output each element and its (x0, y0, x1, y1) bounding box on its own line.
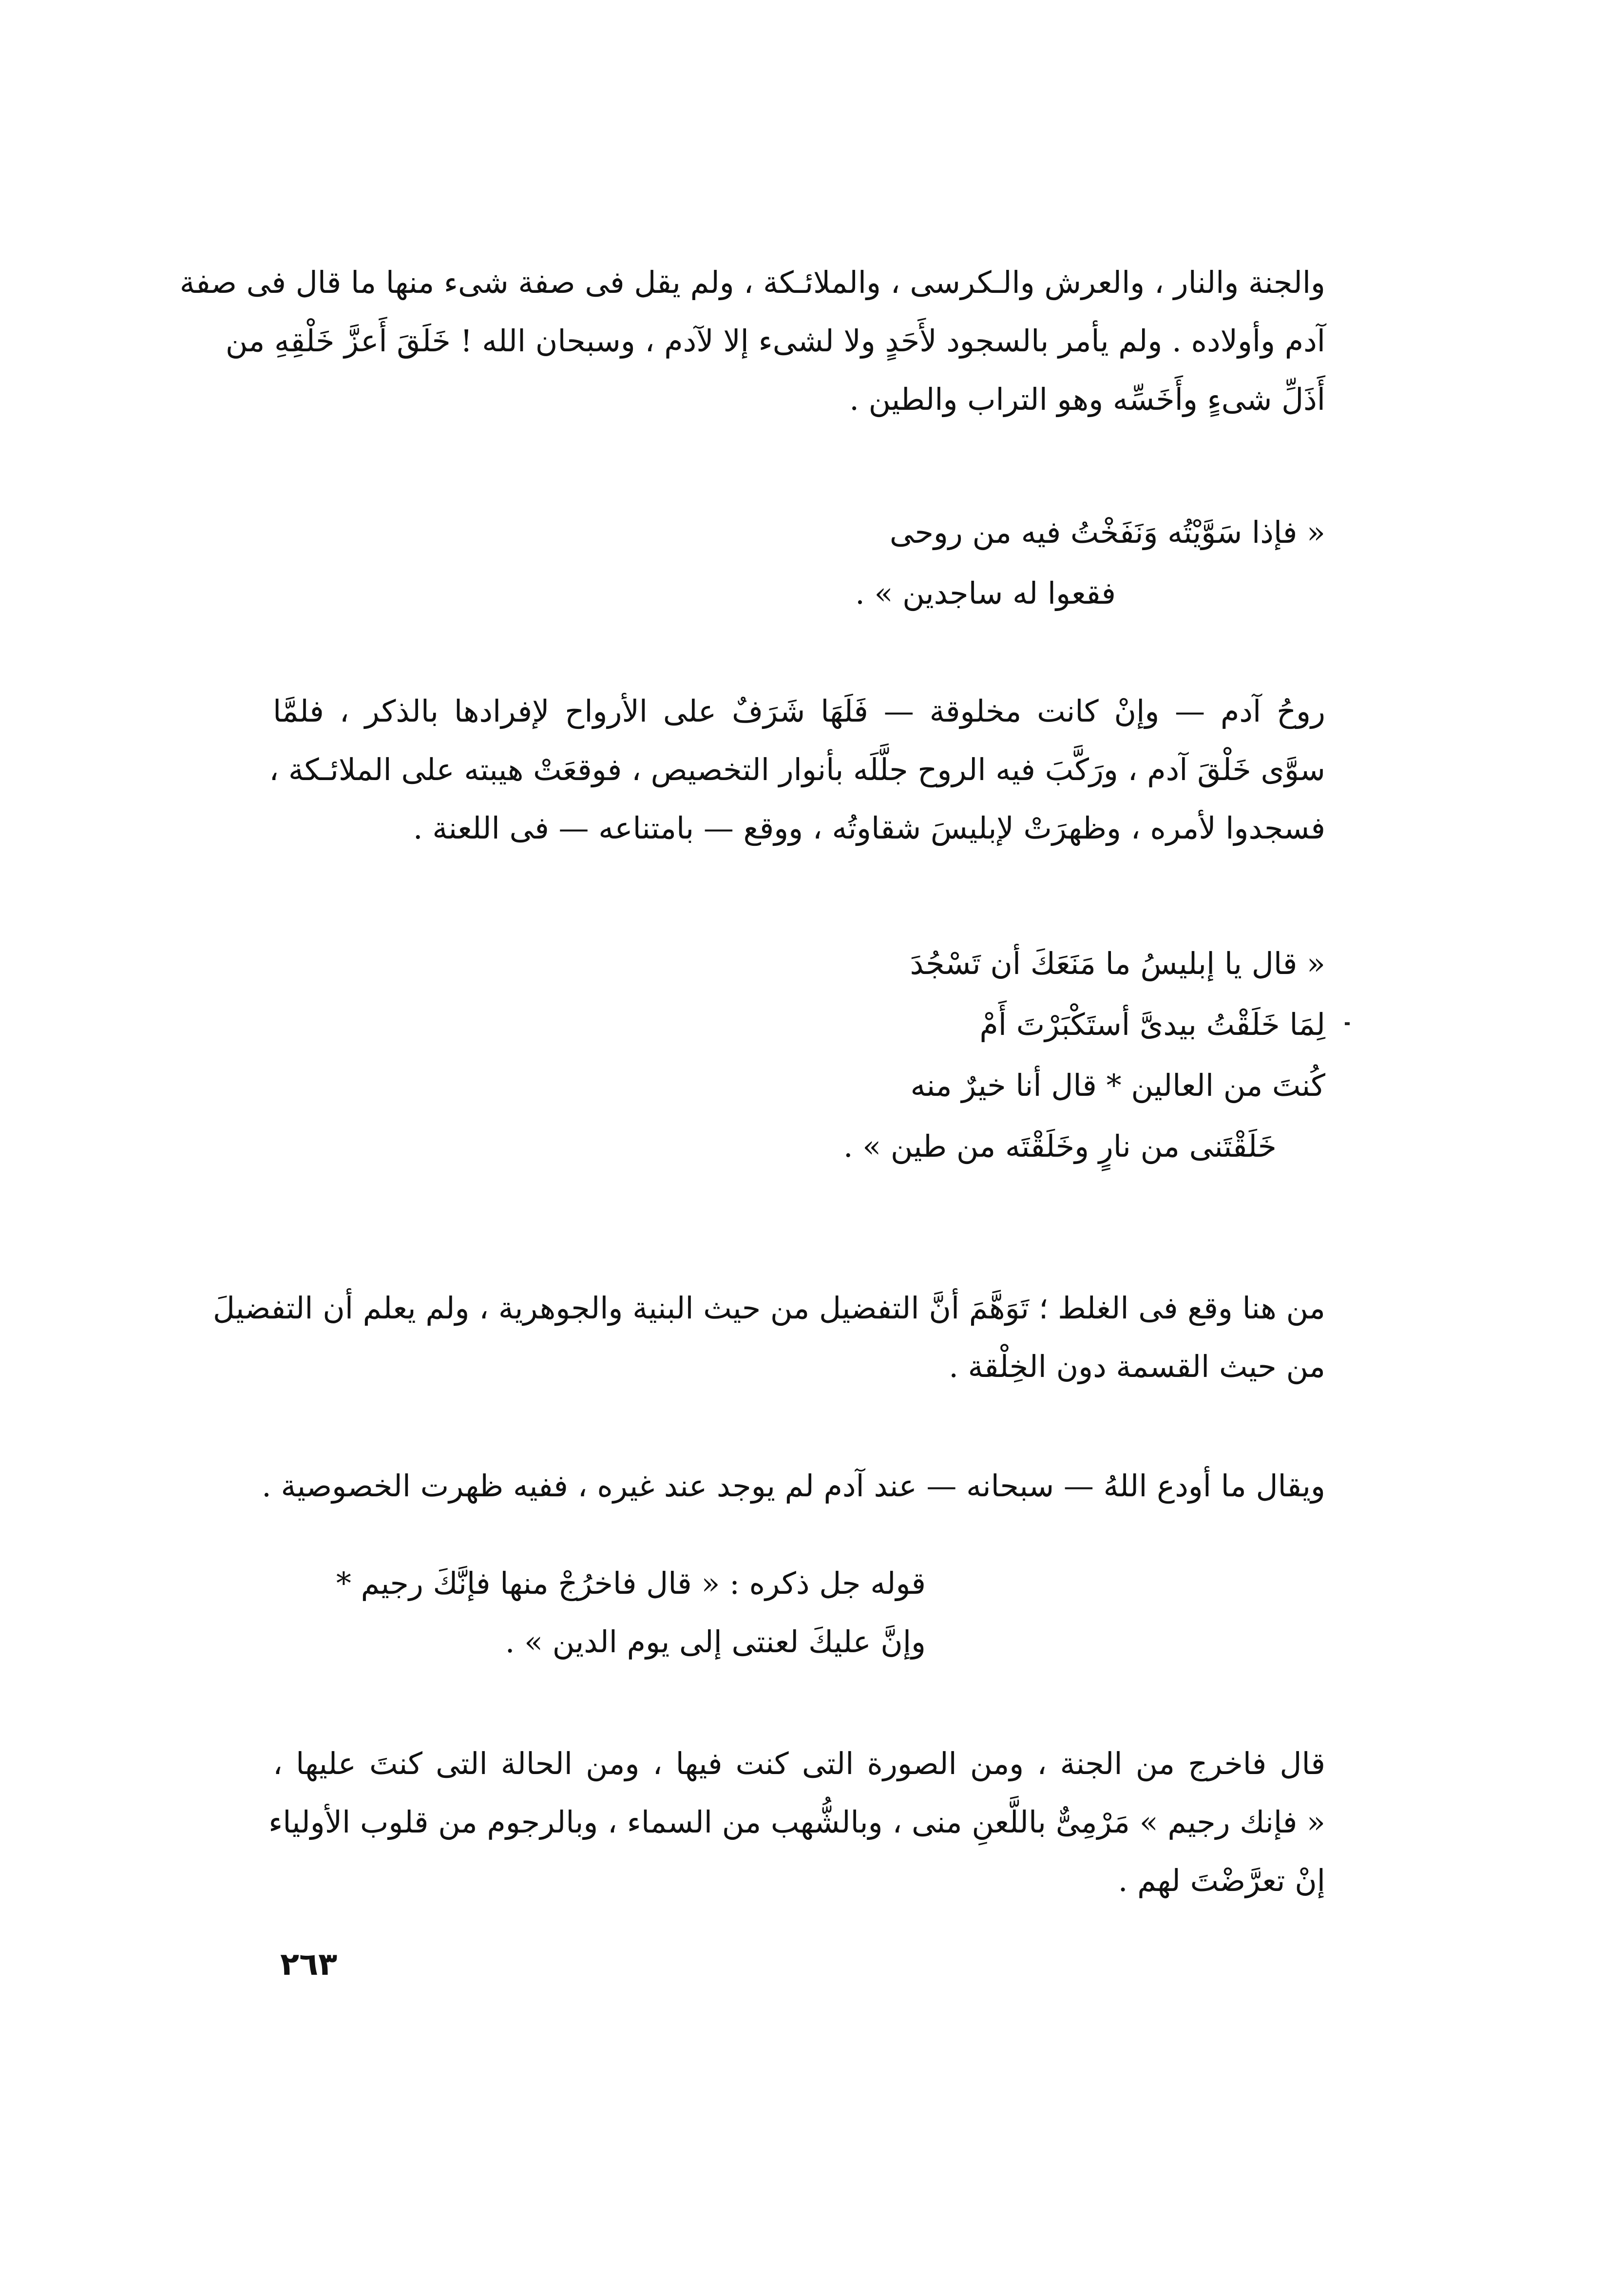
page-number: ٢٦٣ (280, 1947, 338, 1983)
verse-1 (487, 502, 1325, 624)
paragraph-2-line-3: فسجدوا لأمره ، وظهرَتْ لإبليسَ شقاوتُه ، ووقع — بامتناعه — فى اللعنة . (413, 810, 1325, 846)
paragraph-1-line-3: أَذَلِّ شىءٍ وأَخَسِّه وهو التراب والطين . (849, 382, 1325, 417)
verse-3-line-1: قوله جل ذكره : « قال فاخرُجْ منها فإنَّكَ رجيم * (336, 1566, 926, 1601)
paragraph-5-line-1: قال فاخرج من الجنة ، ومن الصورة التى كنت فيها ، ومن الحالة التى كنتَ عليها ، (273, 1746, 1325, 1781)
verse-2-line-1: « قال يا إبليسُ ما مَنَعَكَ أن تَسْجُدَ (910, 946, 1325, 981)
paragraph-1 (179, 253, 1325, 429)
verse-2-line-3: كُنتَ من العالين * قال أنا خيرٌ منه (910, 1068, 1325, 1103)
margin-mark (1345, 1022, 1350, 1025)
paragraph-4-line-1: ويقال ما أودع اللهُ — سبحانه — عند آدم لم يوجد عند غيره ، ففيه ظهرت الخصوصية . (262, 1468, 1325, 1504)
verse-1-line-2: فقعوا له ساجدين » . (855, 575, 1116, 611)
verse-2-line-4: خَلَقْتَنى من نارٍ وخَلَقْتَه من طين » . (843, 1128, 1277, 1164)
paragraph-2 (269, 682, 1325, 858)
paragraph-4 (262, 1457, 1325, 1515)
paragraph-5-line-3: إنْ تعرَّضْتَ لهم . (1118, 1863, 1325, 1898)
paragraph-1-line-2: آدم وأولاده . ولم يأمر بالسجود لأَحَدٍ ولا لشىء إلا لآدم ، وسبحان الله ! خَلَقَ أَعزَّ خَلْقِهِ من (225, 323, 1325, 359)
verse-3 (273, 1554, 1325, 1671)
verse-2 (487, 933, 1325, 1177)
paragraph-3 (212, 1279, 1325, 1396)
verse-2-line-2: لِمَا خَلَقْتُ بيدىَّ أستَكْبَرْتَ أَمْ (979, 1007, 1325, 1042)
paragraph-1-line-1: والجنة والنار ، والعرش والـكرسى ، والملائـكة ، ولم يقل فى صفة شىء منها ما قال فى صفة (179, 265, 1325, 300)
paragraph-2-line-1: روحُ آدم — وإنْ كانت مخلوقة — فَلَهَا شَرَفٌ على الأرواح لإفرادها بالذكر ، فلمَّا (273, 693, 1325, 729)
verse-1-line-1: « فإذا سَوَّيْتُه وَنَفَخْتُ فيه من روحى (889, 515, 1325, 550)
paragraph-5-line-2: « فإنك رجيم » مَرْمِىٌّ باللَّعنِ منى ، وبالشُّهب من السماء ، وبالرجوم من قلوب الأولياء (268, 1804, 1325, 1840)
verse-3-line-2: وإنَّ عليكَ لعنتى إلى يوم الدين » . (505, 1624, 926, 1660)
paragraph-3-line-1: من هنا وقع فى الغلط ؛ تَوَهَّمَ أنَّ التفضيل من حيث البنية والجوهرية ، ولم يعلم أن التفضيلَ (212, 1290, 1325, 1326)
paragraph-2-line-2: سوَّى خَلْقَ آدم ، ورَكَّبَ فيه الروح جلَّلَه بأنوار التخصيص ، فوقعَتْ هيبته على الملائـكة ، (269, 752, 1325, 787)
paragraph-5 (268, 1735, 1325, 1910)
paragraph-3-line-2: من حيث القسمة دون الخِلْقة . (949, 1349, 1325, 1384)
